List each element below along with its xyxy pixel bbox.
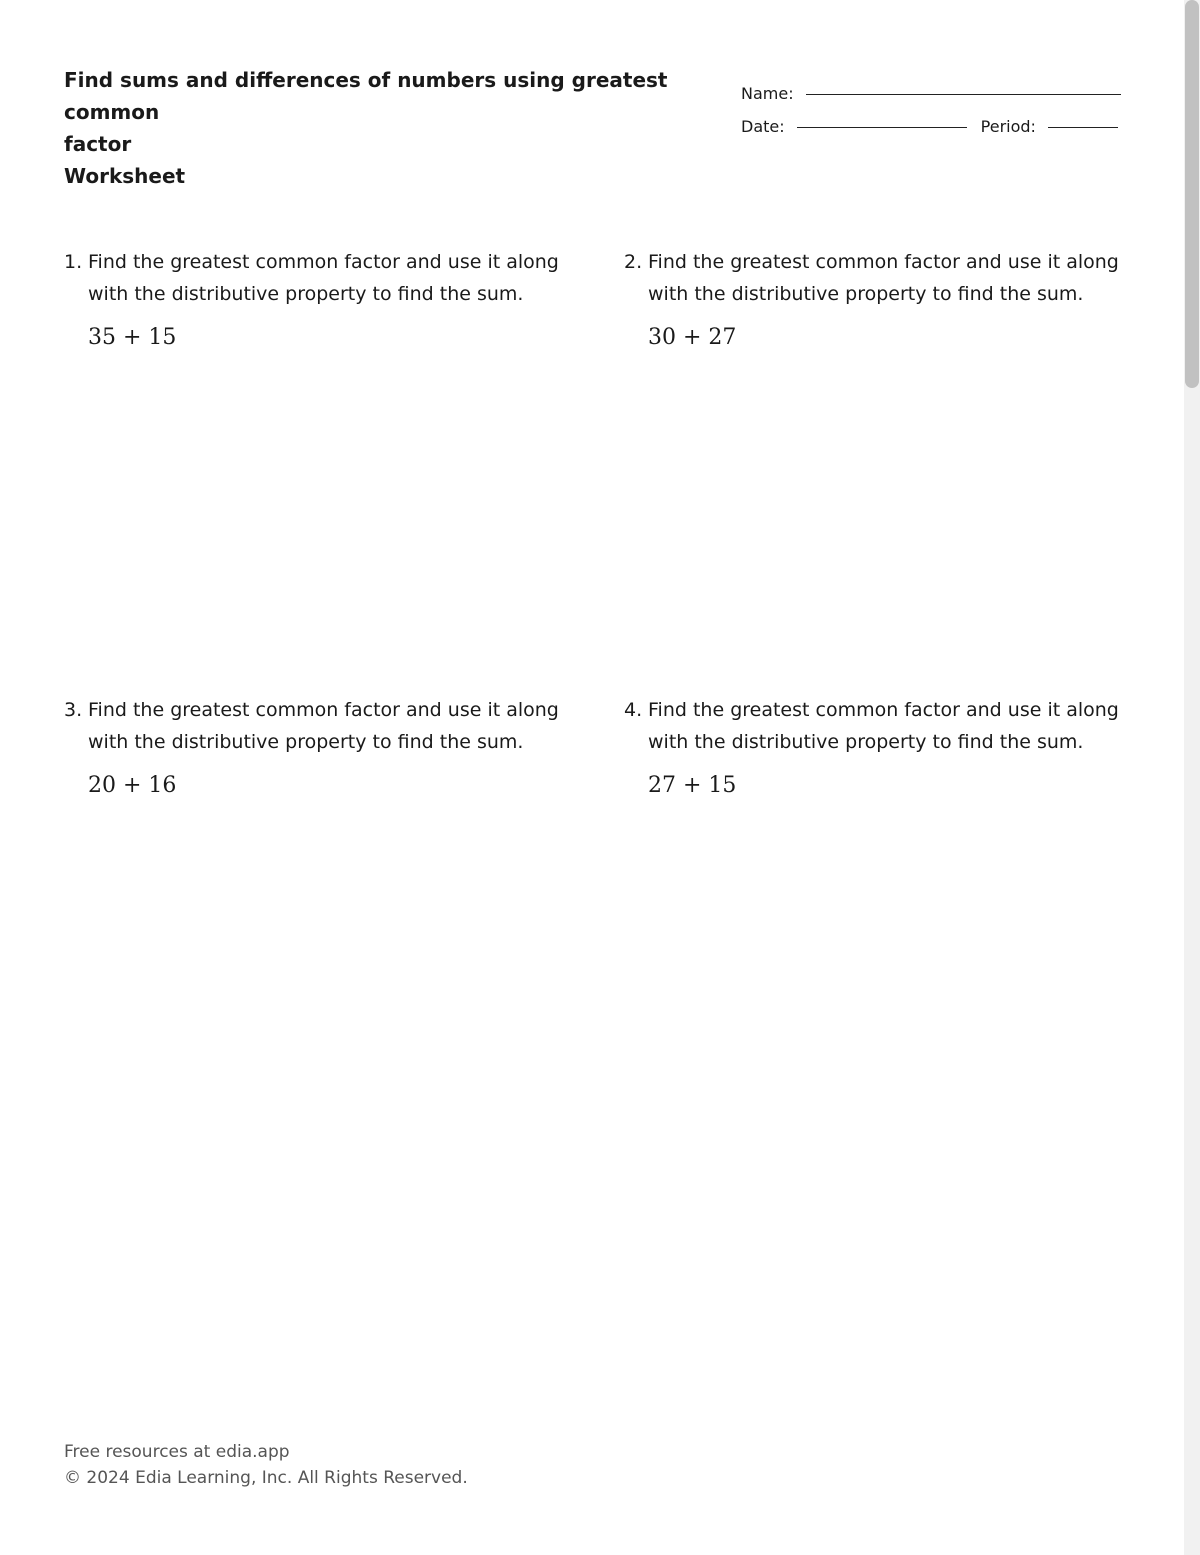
instruction-line-1: Find the greatest common factor and use it along	[648, 251, 1119, 273]
date-period-row	[741, 103, 1121, 136]
problem-1	[64, 246, 564, 354]
problem-3	[64, 694, 564, 802]
problem-number: 2.	[624, 251, 643, 273]
instruction-line-2: with the distributive property to find the sum.	[648, 731, 1084, 753]
name-row	[741, 70, 1121, 103]
title-line-1: Find sums and differences of numbers using greatest common	[64, 68, 668, 124]
title-line-2: factor	[64, 132, 132, 156]
problem-expression: 27 + 15	[648, 773, 737, 798]
instruction-line-1: Find the greatest common factor and use it along	[88, 251, 559, 273]
problem-instruction	[88, 694, 564, 758]
instruction-line-2: with the distributive property to find the sum.	[88, 731, 524, 753]
instruction-line-2: with the distributive property to find the sum.	[648, 283, 1084, 305]
problem-4	[624, 694, 1124, 802]
period-blank[interactable]	[1048, 127, 1118, 128]
name-blank[interactable]	[806, 94, 1121, 95]
problem-expression: 20 + 16	[88, 773, 177, 798]
date-blank[interactable]	[797, 127, 967, 128]
problem-number: 4.	[624, 699, 643, 721]
instruction-line-1: Find the greatest common factor and use it along	[648, 699, 1119, 721]
problem-number: 3.	[64, 699, 83, 721]
date-label: Date:	[741, 117, 785, 136]
problem-instruction	[648, 694, 1124, 758]
problem-instruction	[88, 246, 564, 310]
worksheet-title	[64, 64, 704, 192]
problem-expression: 35 + 15	[88, 325, 177, 350]
student-info-fields	[741, 70, 1121, 136]
instruction-line-1: Find the greatest common factor and use it along	[88, 699, 559, 721]
footer-resources: Free resources at edia.app	[64, 1442, 290, 1462]
problem-number: 1.	[64, 251, 83, 273]
instruction-line-2: with the distributive property to find the sum.	[88, 283, 524, 305]
vertical-scrollbar[interactable]	[1184, 0, 1200, 1555]
problem-expression: 30 + 27	[648, 325, 737, 350]
name-label: Name:	[741, 84, 794, 103]
worksheet-subtitle: Worksheet	[64, 164, 186, 188]
page-footer	[64, 1439, 468, 1491]
footer-copyright: © 2024 Edia Learning, Inc. All Rights Reserved.	[64, 1468, 468, 1488]
period-label: Period:	[980, 117, 1036, 136]
problem-instruction	[648, 246, 1124, 310]
scrollbar-thumb[interactable]	[1185, 0, 1199, 388]
problem-2	[624, 246, 1124, 354]
